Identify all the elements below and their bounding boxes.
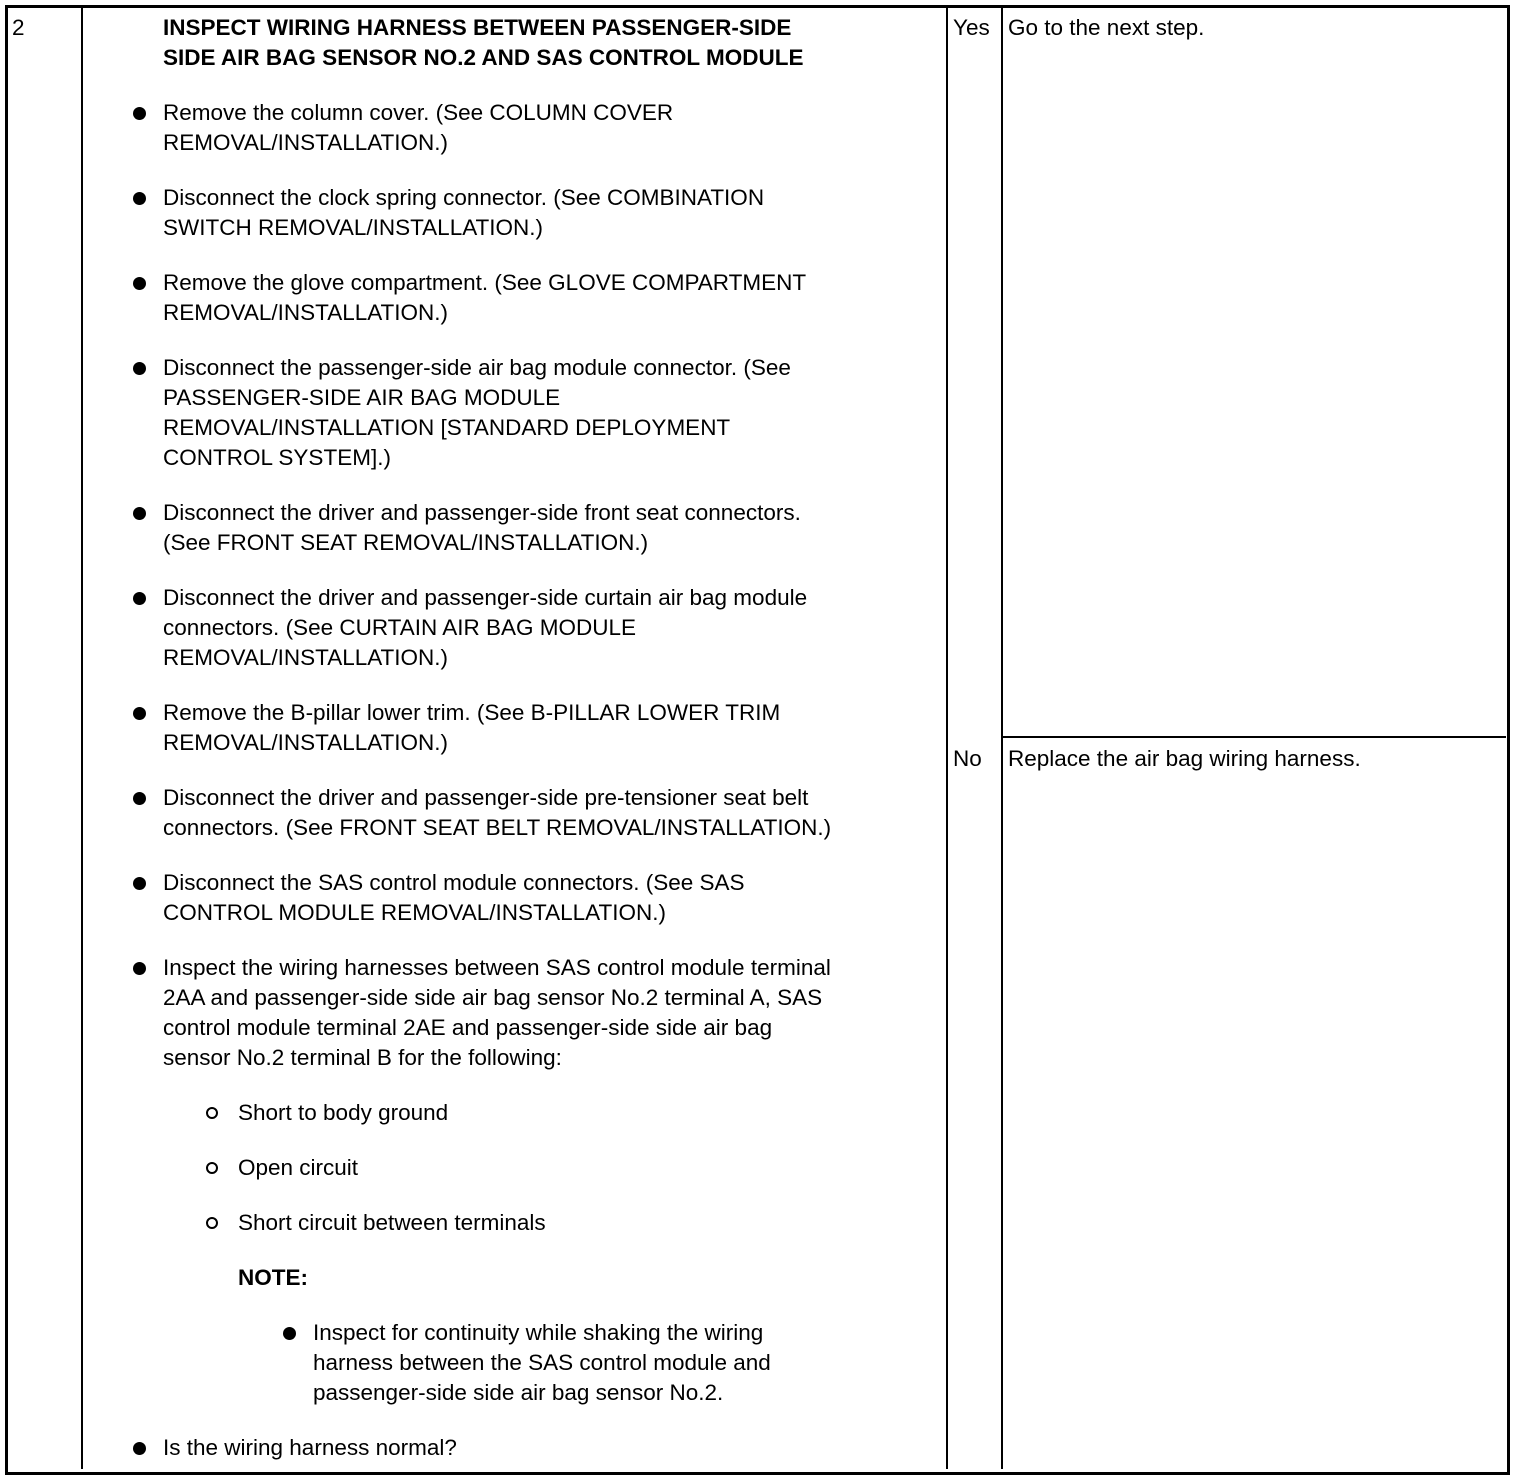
sub-item-text: Short circuit between terminals: [238, 1210, 546, 1235]
bullet-text: CONTROL MODULE REMOVAL/INSTALLATION.): [163, 900, 666, 925]
bullet-text: Inspect the wiring harnesses between SAS control module terminal: [163, 955, 831, 980]
column-divider-answer: [946, 8, 948, 1469]
bullet-text: control module terminal 2AE and passenger-side side air bag: [163, 1015, 773, 1040]
note-label: NOTE:: [238, 1265, 308, 1290]
bullet-text: SWITCH REMOVAL/INSTALLATION.): [163, 215, 544, 240]
bullet-text: Disconnect the driver and passenger-side front seat connectors.: [163, 500, 801, 525]
bullet-text: Disconnect the clock spring connector. (See COMBINATION: [163, 185, 765, 210]
bullet-text: Remove the glove compartment. (See GLOVE COMPARTMENT: [163, 270, 807, 295]
note-bullet-icon: [283, 1327, 296, 1340]
sub-bullet-icon: [206, 1162, 218, 1174]
bullet-icon: [133, 277, 146, 290]
step-title-line-2: SIDE AIR BAG SENSOR NO.2 AND SAS CONTROL MODULE: [163, 45, 804, 70]
bullet-text: REMOVAL/INSTALLATION [STANDARD DEPLOYMENT: [163, 415, 731, 440]
bullet-icon: [133, 107, 146, 120]
sub-bullet-icon: [206, 1107, 218, 1119]
bullet-text: Remove the column cover. (See COLUMN COVER: [163, 100, 674, 125]
sub-item-text: Open circuit: [238, 1155, 359, 1180]
bullet-text: CONTROL SYSTEM].): [163, 445, 391, 470]
question-text: Is the wiring harness normal?: [163, 1435, 457, 1460]
bullet-text: Disconnect the driver and passenger-side pre-tensioner seat belt: [163, 785, 809, 810]
bullet-icon: [133, 877, 146, 890]
bullet-text: sensor No.2 terminal B for the following:: [163, 1045, 562, 1070]
bullet-text: PASSENGER-SIDE AIR BAG MODULE: [163, 385, 561, 410]
bullet-text: connectors. (See FRONT SEAT BELT REMOVAL/INSTALLATION.): [163, 815, 832, 840]
note-text: Inspect for continuity while shaking the wiring: [313, 1320, 764, 1345]
action-yes: Go to the next step.: [1008, 15, 1205, 40]
bullet-icon: [133, 362, 146, 375]
bullet-icon: [133, 192, 146, 205]
bullet-text: REMOVAL/INSTALLATION.): [163, 645, 449, 670]
sub-item-text: Short to body ground: [238, 1100, 449, 1125]
answer-yes: Yes: [953, 15, 990, 40]
bullet-text: Remove the B-pillar lower trim. (See B-PILLAR LOWER TRIM: [163, 700, 781, 725]
bullet-text: Disconnect the SAS control module connectors. (See SAS: [163, 870, 745, 895]
step-number: 2: [12, 15, 25, 40]
bullet-text: REMOVAL/INSTALLATION.): [163, 130, 449, 155]
bullet-icon: [133, 707, 146, 720]
note-text: harness between the SAS control module and: [313, 1350, 771, 1375]
column-divider-step: [81, 8, 83, 1469]
bullet-icon: [133, 1442, 146, 1455]
bullet-text: Disconnect the passenger-side air bag module connector. (See: [163, 355, 791, 380]
bullet-text: REMOVAL/INSTALLATION.): [163, 730, 449, 755]
bullet-text: connectors. (See CURTAIN AIR BAG MODULE: [163, 615, 637, 640]
answer-no: No: [953, 746, 982, 771]
bullet-icon: [133, 592, 146, 605]
step-title-line-1: INSPECT WIRING HARNESS BETWEEN PASSENGER-SIDE: [163, 15, 792, 40]
action-no: Replace the air bag wiring harness.: [1008, 746, 1361, 771]
bullet-text: REMOVAL/INSTALLATION.): [163, 300, 449, 325]
sub-bullet-icon: [206, 1217, 218, 1229]
bullet-text: 2AA and passenger-side side air bag sensor No.2 terminal A, SAS: [163, 985, 823, 1010]
row-divider-results: [1001, 736, 1506, 738]
bullet-icon: [133, 507, 146, 520]
column-divider-action: [1001, 8, 1003, 1469]
note-text: passenger-side side air bag sensor No.2.: [313, 1380, 724, 1405]
bullet-text: Disconnect the driver and passenger-side curtain air bag module: [163, 585, 808, 610]
bullet-icon: [133, 792, 146, 805]
bullet-text: (See FRONT SEAT REMOVAL/INSTALLATION.): [163, 530, 649, 555]
bullet-icon: [133, 962, 146, 975]
